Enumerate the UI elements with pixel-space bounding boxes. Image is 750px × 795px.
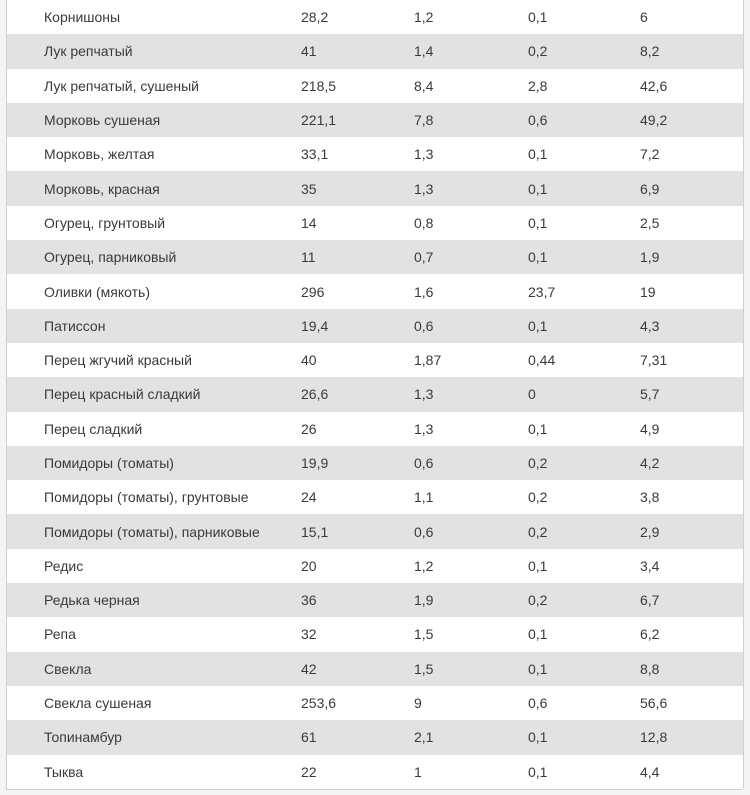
table-row: [7, 137, 743, 171]
fat-cell: 0,1: [528, 420, 548, 437]
calories-cell: 24: [301, 489, 317, 506]
calories-cell: 296: [301, 283, 325, 300]
carbs-cell: 49,2: [640, 112, 668, 129]
product-name-cell: Оливки (мякоть): [44, 283, 150, 300]
calories-cell: 36: [301, 592, 317, 609]
protein-cell: 1,2: [414, 9, 434, 26]
table-row: [7, 617, 743, 651]
table-row: [7, 103, 743, 137]
product-name-cell: Морковь, красная: [44, 180, 160, 197]
protein-cell: 0,6: [414, 523, 434, 540]
fat-cell: 0,1: [528, 763, 548, 780]
calories-cell: 19,4: [301, 317, 329, 334]
fat-cell: 0,1: [528, 729, 548, 746]
product-name-cell: Редис: [44, 557, 84, 574]
carbs-cell: 6,9: [640, 180, 660, 197]
calories-cell: 22: [301, 763, 317, 780]
calories-cell: 253,6: [301, 695, 337, 712]
product-name-cell: Лук репчатый, сушеный: [44, 77, 199, 94]
table-row: [7, 240, 743, 274]
calories-cell: 35: [301, 180, 317, 197]
product-name-cell: Огурец, грунтовый: [44, 214, 166, 231]
product-name-cell: Топинамбур: [44, 729, 122, 746]
product-name-cell: Помидоры (томаты): [44, 455, 174, 471]
fat-cell: 0: [528, 386, 536, 403]
carbs-cell: 2,9: [640, 523, 660, 540]
carbs-cell: 56,6: [640, 695, 668, 712]
protein-cell: 1,5: [414, 660, 434, 677]
protein-cell: 1,3: [414, 180, 434, 197]
calories-cell: 33,1: [301, 146, 329, 163]
calories-cell: 42: [301, 660, 317, 677]
calories-cell: 26,6: [301, 386, 329, 403]
protein-cell: 0,6: [414, 455, 434, 471]
calories-cell: 20: [301, 557, 317, 574]
table-row: [7, 0, 743, 34]
table-row: [7, 343, 743, 377]
product-name-cell: Помидоры (томаты), парниковые: [44, 523, 260, 540]
product-name-cell: Перец красный сладкий: [44, 386, 201, 403]
protein-cell: 1,1: [414, 489, 434, 506]
protein-cell: 1,87: [414, 352, 442, 369]
carbs-cell: 3,8: [640, 489, 660, 506]
fat-cell: 0,2: [528, 489, 548, 506]
calories-cell: 14: [301, 214, 317, 231]
calories-cell: 61: [301, 729, 317, 746]
calories-cell: 26: [301, 420, 317, 437]
carbs-cell: 19: [640, 283, 656, 300]
carbs-cell: 8,2: [640, 43, 660, 60]
carbs-cell: 42,6: [640, 77, 668, 94]
table-row: [7, 514, 743, 548]
product-name-cell: Морковь, желтая: [44, 146, 155, 163]
table-row: [7, 583, 743, 617]
fat-cell: 0,44: [528, 352, 556, 369]
table-row: [7, 412, 743, 446]
table-row: [7, 377, 743, 411]
protein-cell: 0,7: [414, 249, 434, 266]
table-row: [7, 686, 743, 720]
table-bottom-border: [6, 789, 742, 790]
carbs-cell: 4,9: [640, 420, 660, 437]
carbs-cell: 4,2: [640, 455, 660, 471]
fat-cell: 0,6: [528, 695, 548, 712]
product-name-cell: Редька черная: [44, 592, 140, 609]
carbs-cell: 12,8: [640, 729, 668, 746]
fat-cell: 2,8: [528, 77, 548, 94]
carbs-cell: 1,9: [640, 249, 660, 266]
protein-cell: 1,5: [414, 626, 434, 643]
product-name-cell: Свекла: [44, 660, 92, 677]
fat-cell: 0,1: [528, 180, 548, 197]
product-name-cell: Помидоры (томаты), грунтовые: [44, 489, 249, 506]
product-name-cell: Морковь сушеная: [44, 112, 161, 129]
fat-cell: 0,1: [528, 214, 548, 231]
calories-cell: 28,2: [301, 9, 329, 26]
fat-cell: 0,1: [528, 146, 548, 163]
table-row: [7, 755, 743, 789]
table-row: [7, 171, 743, 205]
protein-cell: 9: [414, 695, 422, 712]
carbs-cell: 8,8: [640, 660, 660, 677]
product-name-cell: Перец сладкий: [44, 420, 143, 437]
product-name-cell: Свекла сушеная: [44, 695, 152, 712]
protein-cell: 0,8: [414, 214, 434, 231]
protein-cell: 7,8: [414, 112, 434, 129]
protein-cell: 1,9: [414, 592, 434, 609]
fat-cell: 0,1: [528, 9, 548, 26]
table-row: [7, 274, 743, 308]
fat-cell: 0,1: [528, 660, 548, 677]
carbs-cell: 6,2: [640, 626, 660, 643]
product-name-cell: Корнишоны: [44, 9, 121, 26]
calories-cell: 41: [301, 43, 317, 60]
protein-cell: 1,4: [414, 43, 434, 60]
fat-cell: 0,2: [528, 523, 548, 540]
fat-cell: 0,2: [528, 43, 548, 60]
table-row: [7, 480, 743, 514]
calories-cell: 19,9: [301, 455, 329, 471]
calories-cell: 32: [301, 626, 317, 643]
carbs-cell: 5,7: [640, 386, 660, 403]
product-name-cell: Патиссон: [44, 317, 106, 334]
product-name-cell: Репа: [44, 626, 76, 643]
product-name-cell: Перец жгучий красный: [44, 352, 192, 369]
carbs-cell: 6: [640, 9, 648, 26]
nutrition-table: [6, 0, 744, 789]
protein-cell: 1,3: [414, 386, 434, 403]
carbs-cell: 3,4: [640, 557, 660, 574]
protein-cell: 1: [414, 763, 422, 780]
protein-cell: 1,3: [414, 146, 434, 163]
calories-cell: 221,1: [301, 112, 337, 129]
protein-cell: 2,1: [414, 729, 434, 746]
table-row: [7, 549, 743, 583]
table-row: [7, 34, 743, 68]
fat-cell: 0,2: [528, 592, 548, 609]
table-row: [7, 206, 743, 240]
calories-cell: 15,1: [301, 523, 329, 540]
calories-cell: 40: [301, 352, 317, 369]
product-name-cell: Лук репчатый: [44, 43, 133, 60]
table-row: [7, 69, 743, 103]
fat-cell: 0,1: [528, 626, 548, 643]
carbs-cell: 7,2: [640, 146, 660, 163]
carbs-cell: 6,7: [640, 592, 660, 609]
fat-cell: 23,7: [528, 283, 556, 300]
protein-cell: 0,6: [414, 317, 434, 334]
calories-cell: 11: [301, 249, 316, 266]
protein-cell: 1,6: [414, 283, 434, 300]
carbs-cell: 2,5: [640, 214, 660, 231]
protein-cell: 8,4: [414, 77, 434, 94]
table-row: [7, 652, 743, 686]
carbs-cell: 4,3: [640, 317, 660, 334]
protein-cell: 1,2: [414, 557, 434, 574]
calories-cell: 218,5: [301, 77, 337, 94]
table-row: [7, 446, 743, 480]
carbs-cell: 4,4: [640, 763, 660, 780]
fat-cell: 0,1: [528, 557, 548, 574]
fat-cell: 0,1: [528, 317, 548, 334]
carbs-cell: 7,31: [640, 352, 668, 369]
product-name-cell: Огурец, парниковый: [44, 249, 177, 266]
fat-cell: 0,1: [528, 249, 548, 266]
table-row: [7, 309, 743, 343]
fat-cell: 0,6: [528, 112, 548, 129]
protein-cell: 1,3: [414, 420, 434, 437]
fat-cell: 0,2: [528, 455, 548, 471]
product-name-cell: Тыква: [44, 763, 84, 780]
table-row: [7, 720, 743, 754]
